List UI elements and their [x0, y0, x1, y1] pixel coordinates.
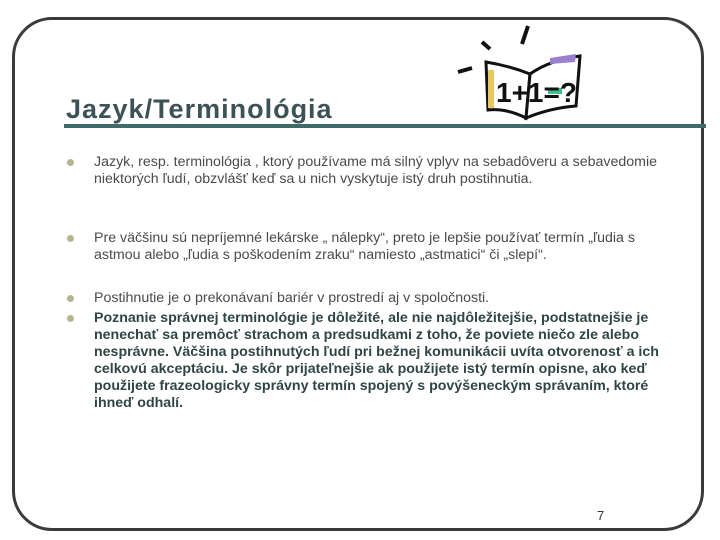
math-book-clipart: [450, 22, 600, 126]
bullet-item: [94, 230, 664, 264]
bullet-text: Jazyk, resp. terminológia , ktorý používame má silný vplyv na sebadôveru a sebavedomie niektorých ľudí, obzvlášť keď sa u nich vyskytuje istý druh postihnutia.: [94, 154, 658, 187]
bullet-item: [94, 154, 664, 188]
bullet-item: [94, 310, 669, 412]
title-divider: [64, 124, 706, 128]
bullet-icon: [67, 315, 74, 322]
clipart-text: 1+1=?: [496, 77, 577, 108]
bullet-icon: [67, 295, 74, 302]
bullet-text: Pre väčšinu sú nepríjemné lekárske „ nálepky“, preto je lepšie používať termín „ľudia s astmou alebo „ľudia s poškodením zraku“ namiesto „astmatici“ či „slepí“.: [94, 230, 635, 263]
bullet-icon: [67, 159, 74, 166]
bullet-icon: [67, 235, 74, 242]
slide-title: Jazyk/Terminológia: [66, 94, 333, 124]
bullet-text: Poznanie správnej terminológie je dôležité, ale nie najdôležitejšie, podstatnejšie je nenechať sa premôcť strachom a predsudkami z toho, že poviete niečo zle alebo nesprávne. Väčšina postihnutých ľudí pri bežnej komunikácii uvíta otvorenosť a ich celkovú akceptáciu. Je skôr prijateľnejšie ak použijete istý termín opisne, ako keď použijete frazeologicky správny termín spojený s povýšeneckým správaním, ktoré ihneď odhalí.: [94, 310, 659, 411]
bullet-item: [94, 290, 664, 307]
page-number: 7: [597, 508, 605, 523]
bullet-text: Postihnutie je o prekonávaní bariér v prostredí aj v spoločnosti.: [94, 290, 490, 306]
